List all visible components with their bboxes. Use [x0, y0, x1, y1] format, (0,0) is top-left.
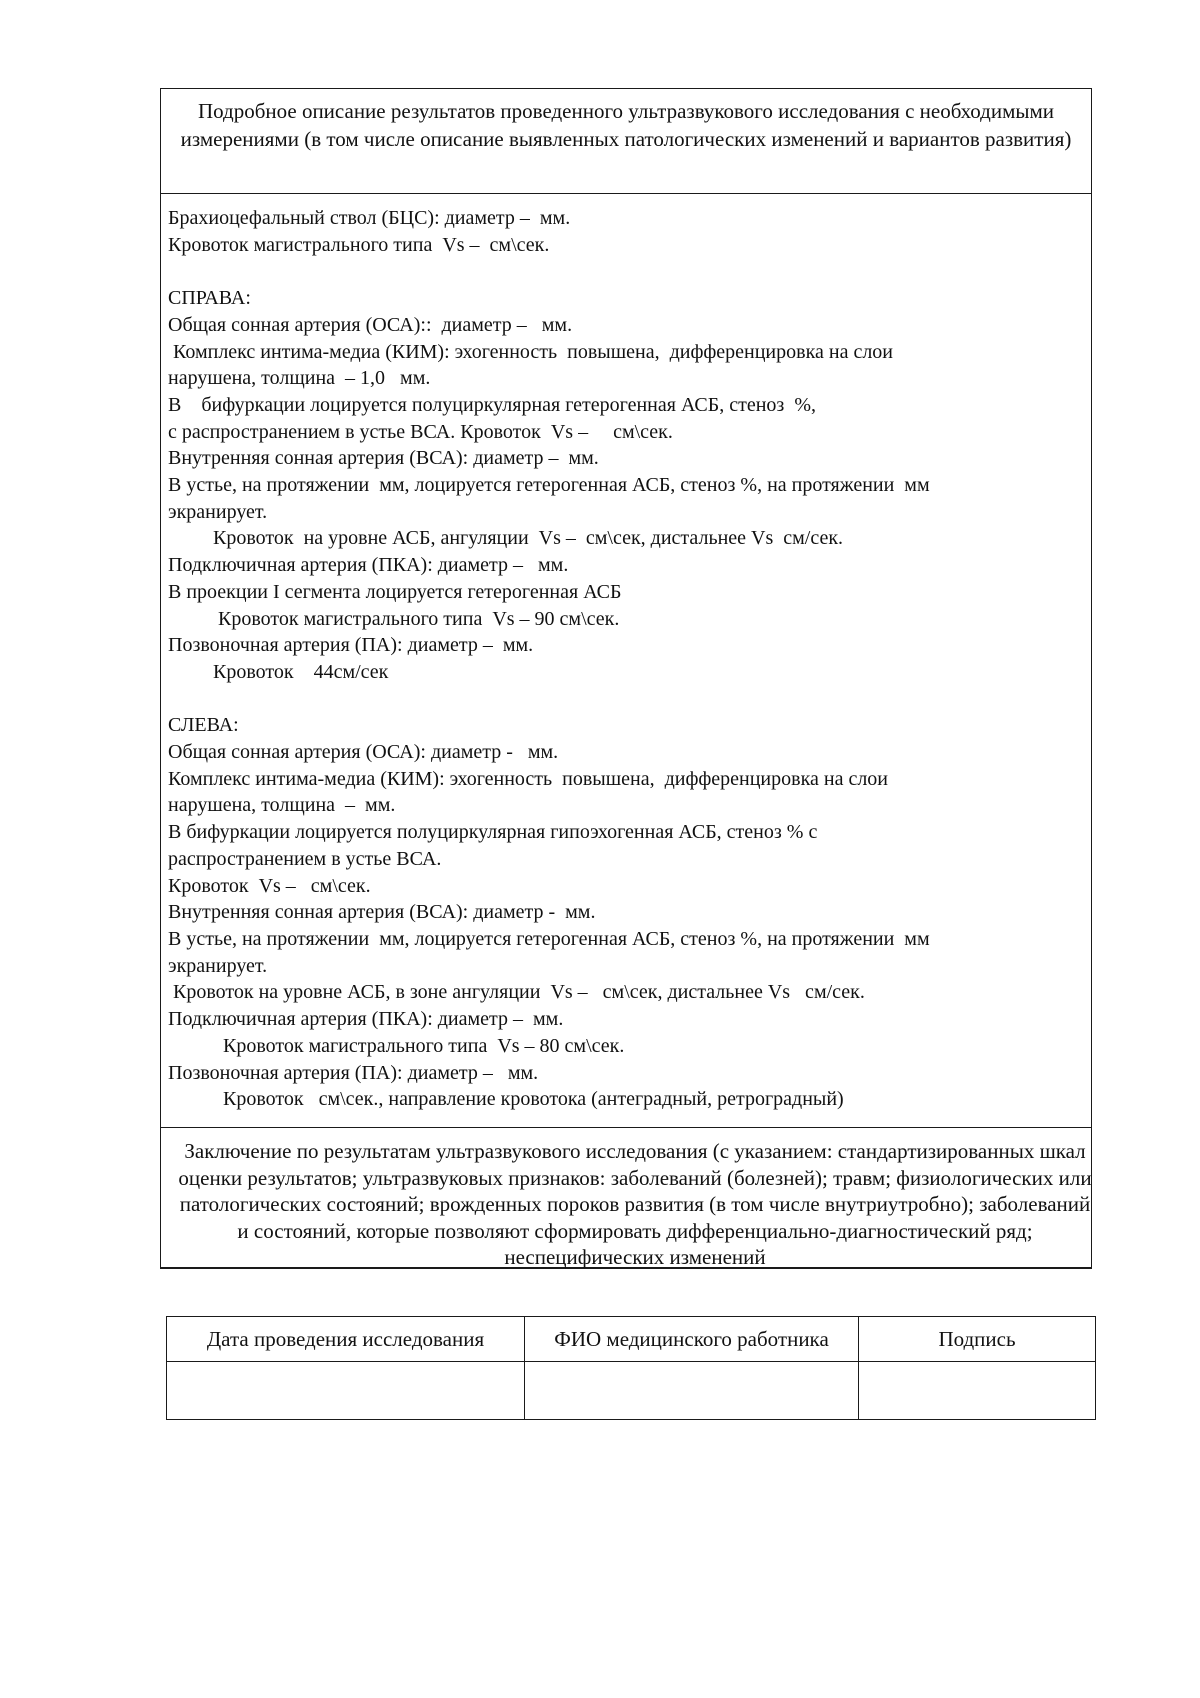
- staff-name-header: ФИО медицинского работника: [525, 1317, 859, 1362]
- signature-table: [166, 1316, 1096, 1420]
- report-line: СПРАВА:: [168, 287, 251, 310]
- report-line: Кровоток на уровне АСБ, в зоне ангуляции Vs – см\сек, дистальнее Vs см/сек.: [168, 981, 865, 1004]
- divider: [161, 1127, 1091, 1128]
- report-line: В проекции I сегмента лоцируется гетерогенная АСБ: [168, 580, 622, 603]
- report-line: Комплекс интима-медиа (КИМ): эхогенность повышена, дифференцировка на слои: [168, 340, 894, 363]
- report-line: Кровоток 44см/сек: [168, 660, 389, 683]
- report-line: В бифуркации лоцируется полуциркулярная гетерогенная АСБ, стеноз %,: [168, 393, 816, 416]
- report-line: Подключичная артерия (ПКА): диаметр – мм.: [168, 554, 569, 577]
- report-line: Позвоночная артерия (ПА): диаметр – мм.: [168, 634, 534, 657]
- report-line: Кровоток магистрального типа Vs – 80 см\сек.: [168, 1034, 625, 1057]
- report-line: нарушена, толщина – мм.: [168, 794, 396, 817]
- divider: [161, 193, 1091, 194]
- description-header: Подробное описание результатов проведенного ультразвукового исследования с необходимыми измерениями (в том числе описание выявленных патологических изменений и вариантов развития): [180, 99, 1072, 151]
- report-line: Внутренняя сонная артерия (ВСА): диаметр – мм.: [168, 447, 599, 470]
- report-line: распространением в устье ВСА.: [168, 847, 442, 870]
- report-line: с распространением в устье ВСА. Кровоток Vs – см\сек.: [168, 420, 673, 443]
- signature-header: Подпись: [859, 1317, 1096, 1362]
- report-line: Кровоток Vs – см\сек.: [168, 874, 371, 897]
- report-line: экранирует.: [168, 500, 268, 523]
- report-line: Комплекс интима-медиа (КИМ): эхогенность повышена, дифференцировка на слои: [168, 767, 889, 790]
- signature-cell[interactable]: [859, 1362, 1096, 1420]
- divider: [160, 1268, 1092, 1269]
- report-line: Подключичная артерия (ПКА): диаметр – мм.: [168, 1008, 564, 1031]
- date-cell[interactable]: [167, 1362, 525, 1420]
- report-line: нарушена, толщина – 1,0 мм.: [168, 367, 431, 390]
- date-header: Дата проведения исследования: [167, 1317, 525, 1362]
- report-line: Брахиоцефальный ствол (БЦС): диаметр – мм.: [168, 207, 571, 229]
- report-line: Кровоток магистрального типа Vs – см\сек.: [168, 233, 550, 256]
- report-line: [168, 258, 1088, 285]
- report-line: Внутренняя сонная артерия (ВСА): диаметр - мм.: [168, 901, 596, 924]
- report-line: Позвоночная артерия (ПА): диаметр – мм.: [168, 1061, 539, 1084]
- report-line: Кровоток на уровне АСБ, ангуляции Vs – см\сек, дистальнее Vs см/сек.: [168, 527, 844, 550]
- report-line: В бифуркации лоцируется полуциркулярная гипоэхогенная АСБ, стеноз % с: [168, 821, 818, 844]
- report-line: [168, 686, 1088, 713]
- report-line: В устье, на протяжении мм, лоцируется гетерогенная АСБ, стеноз %, на протяжении мм: [168, 927, 930, 950]
- report-line: Общая сонная артерия (ОСА): диаметр - мм.: [168, 741, 559, 764]
- report-line: Кровоток магистрального типа Vs – 90 см\сек.: [168, 607, 620, 630]
- report-line: Общая сонная артерия (ОСА):: диаметр – мм.: [168, 313, 573, 336]
- staff-name-cell[interactable]: [525, 1362, 859, 1420]
- report-line: Кровоток см\сек., направление кровотока (антеградный, ретроградный): [168, 1088, 844, 1111]
- report-line: экранирует.: [168, 954, 268, 977]
- conclusion-header: Заключение по результатам ультразвукового исследования (с указанием: стандартизированных шкал оценки результатов; ультразвуковых признаков: заболеваний (болезней); травм; физиологических или патологических состояний; врожденных пороков развития (в том числе внутриутробно); заболеваний и состояний, которые позволяют сформировать дифференциально-диагностический ряд; неспецифических изменений: [178, 1139, 1092, 1269]
- report-line: В устье, на протяжении мм, лоцируется гетерогенная АСБ, стеноз %, на протяжении мм: [168, 474, 930, 497]
- description-body: [168, 205, 1088, 1113]
- report-line: СЛЕВА:: [168, 714, 239, 737]
